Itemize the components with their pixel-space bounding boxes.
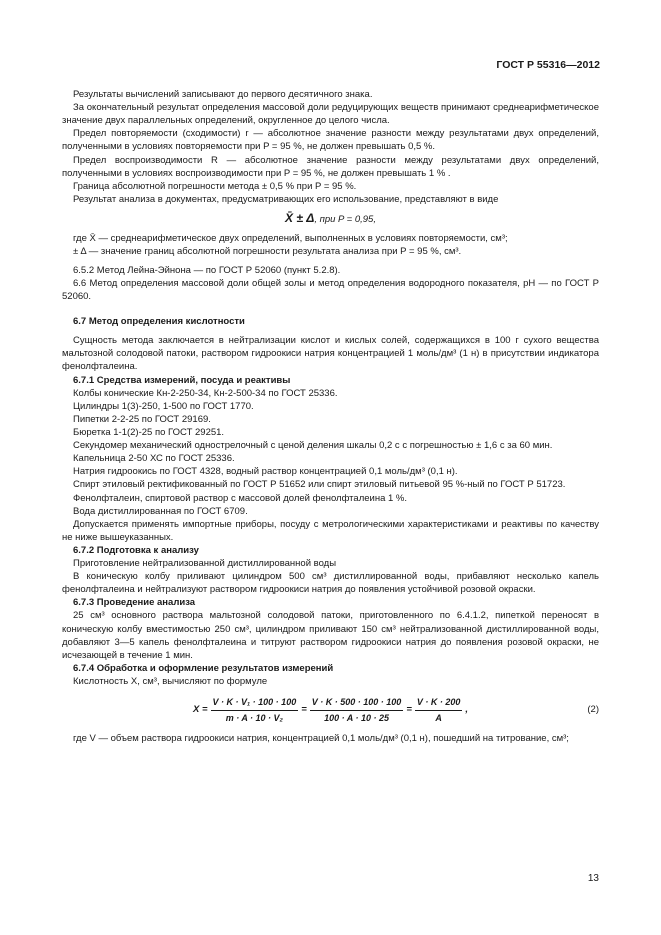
paragraph: Граница абсолютной погрешности метода ± 0,5 % при P = 95 %. bbox=[73, 180, 357, 192]
list-item: Капельница 2-50 ХС по ГОСТ 25336. bbox=[73, 453, 235, 465]
list-item: Натрия гидроокись по ГОСТ 4328, водный раствор концентрацией 0,1 моль/дм³ (0,1 н). bbox=[73, 466, 458, 478]
document-code-header: ГОСТ Р 55316—2012 bbox=[496, 59, 600, 71]
subsection-heading: 6.7.2 Подготовка к анализу bbox=[73, 544, 199, 556]
formula-tail: , bbox=[465, 704, 469, 716]
fraction-numerator: V · K · 200 bbox=[415, 696, 463, 710]
where-clause: где X̄ — среднеарифметическое двух определений, выполненных в условиях повторяемости, см³; bbox=[73, 232, 508, 244]
list-item: Фенолфталеин, спиртовой раствор с массовой долей фенолфталеина 1 %. bbox=[73, 492, 408, 504]
formula-symbol: X̄ ± Δ bbox=[285, 210, 315, 225]
where-clause: где V — объем раствора гидроокиси натрия, концентрацией 0,1 моль/дм³ (0,1 н), пошедший на титрование, см³; bbox=[73, 732, 569, 744]
section-heading: 6.7 Метод определения кислотности bbox=[73, 316, 245, 328]
formula-lhs: X = bbox=[192, 704, 208, 716]
subsection-heading: 6.7.4 Обработка и оформление результатов измерений bbox=[73, 662, 334, 674]
list-item: Колбы конические Кн-2-250-34, Кн-2-500-34 по ГОСТ 25336. bbox=[73, 387, 338, 399]
fraction-denominator: A bbox=[435, 712, 442, 723]
formula-fraction bbox=[415, 696, 463, 724]
formula-fraction bbox=[211, 696, 299, 724]
equation-number: (2) bbox=[587, 704, 599, 716]
paragraph: Приготовление нейтрализованной дистиллированной воды bbox=[73, 558, 337, 570]
list-item: Вода дистиллированная по ГОСТ 6709. bbox=[73, 505, 248, 517]
paragraph: Предел повторяемости (сходимости) r — абсолютное значение разности между результатами двух определений, полученными в условиях повторяемости при P = 95 %, не должен превышать 0,5 %. bbox=[62, 128, 599, 153]
list-item: Бюретка 1-1(2)-25 по ГОСТ 29251. bbox=[73, 426, 225, 438]
list-item: Допускается применять импортные приборы, посуду с метрологическими характеристиками и реактивы по качеству не ниже вышеуказанных. bbox=[62, 518, 599, 543]
fraction-denominator: m · A · 10 · V₂ bbox=[225, 712, 283, 723]
paragraph: Предел воспроизводимости R — абсолютное значение разности между результатами двух определений, полученными в условиях воспроизводимости при P = 95 %, не должен превышать 1 % . bbox=[62, 154, 599, 179]
fraction-denominator: 100 · A · 10 · 25 bbox=[324, 712, 389, 723]
subsection-heading: 6.7.3 Проведение анализа bbox=[73, 597, 196, 609]
list-item: Секундомер механический однострелочный с ценой деления шкалы 0,2 с с погрешностью ± 1,6 с за 60 мин. bbox=[73, 440, 553, 452]
document-body bbox=[62, 88, 599, 745]
paragraph: В коническую колбу приливают цилиндром 500 см³ дистиллированной воды, прибавляют несколько капель фенолфталеина и нейтрализуют раствором гидроокиси натрия до появления устойчивой розовой окраски. bbox=[62, 571, 599, 596]
paragraph: Результаты вычислений записывают до первого десятичного знака. bbox=[73, 89, 373, 100]
paragraph: Сущность метода заключается в нейтрализации кислот и кислых солей, содержащихся в 100 г сухого вещества мальтозной солодовой патоки, раствором гидроокиси натрия концентрацией 1 моль/дм³ (1 н) в присутствии индикатора фенолфталеина. bbox=[62, 335, 599, 373]
list-item: Цилиндры 1(3)-250, 1-500 по ГОСТ 1770. bbox=[73, 400, 254, 412]
paragraph: Кислотность X, см³, вычисляют по формуле bbox=[73, 676, 268, 688]
page-number: 13 bbox=[587, 873, 599, 884]
formula-tail: , при P = 0,95, bbox=[314, 213, 376, 225]
formula-fraction bbox=[310, 696, 404, 724]
where-clause: ± Δ — значение границ абсолютной погрешности результата анализа при P = 95 %, см³. bbox=[73, 245, 462, 257]
paragraph: 6.5.2 Метод Лейна-Эйнона — по ГОСТ Р 52060 (пункт 5.2.8). bbox=[73, 264, 341, 276]
fraction-numerator: V · K · V₁ · 100 · 100 bbox=[211, 696, 299, 710]
list-item: Спирт этиловый ректификованный по ГОСТ Р 51652 или спирт этиловый питьевой 95 %-ный по ГОСТ Р 51723. bbox=[73, 479, 566, 491]
list-item: Пипетки 2-2-25 по ГОСТ 29169. bbox=[73, 413, 211, 425]
acidity-formula bbox=[62, 696, 599, 724]
paragraph: 25 см³ основного раствора мальтозной солодовой патоки, приготовленного по 6.4.1.2, пипеткой переносят в коническую колбу вместимостью 250 см³, цилиндром приливают 150 см³ нейтрализованной дистиллированной воды, добавляют 3—5 капель фенолфталеина и титруют раствором гидроокиси натрия до появления розовой окраски, не исчезающей в течение 1 мин. bbox=[62, 610, 599, 661]
result-formula bbox=[62, 210, 599, 227]
paragraph: Результат анализа в документах, предусматривающих его использование, представляют в виде bbox=[73, 193, 499, 205]
paragraph: 6.6 Метод определения массовой доли общей золы и метод определения водородного показателя, pH — по ГОСТ Р 52060. bbox=[62, 277, 599, 302]
formula-equals: = bbox=[406, 704, 412, 716]
paragraph: За окончательный результат определения массовой доли редуцирующих веществ принимают среднеарифметическое значение двух параллельных определений, округленное до целого числа. bbox=[62, 102, 599, 127]
subsection-heading: 6.7.1 Средства измерений, посуда и реактивы bbox=[73, 374, 291, 386]
formula-equals: = bbox=[301, 704, 307, 716]
fraction-numerator: V · K · 500 · 100 · 100 bbox=[310, 696, 404, 710]
